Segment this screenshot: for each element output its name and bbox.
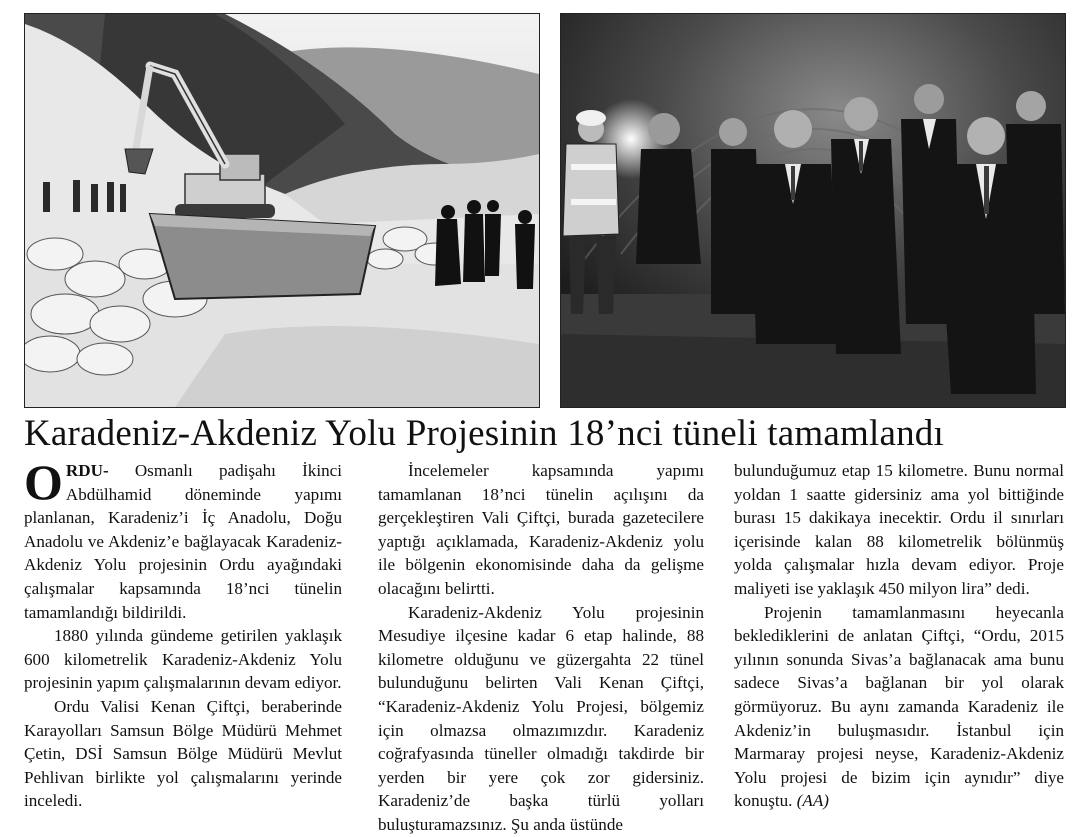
article-paragraph: İncelemeler kapsamında yapımı tamamlanan 18’nci tünelin açılışını da gerçekleştiren Vali Çiftçi, burada gazetecilere yaptığı açıklamada, Karadeniz-Akdeniz yolu ile bölgenin ekonomisinde daha da gelişme olacağını belirtti.: [378, 461, 704, 598]
article-paragraph: [734, 601, 1064, 813]
article-paragraph: Karadeniz-Akdeniz Yolu projesinin Mesudiye ilçesine kadar 6 etap halinde, 88 kilometre olduğunu ve güzergahta 22 tünel bulunduğunu belirten Vali Kenan Çiftçi, “Karadeniz-Akdeniz Yolu Projesi, bölgemiz için olmazsa olmazımızdır. Karadeniz coğrafyasında tüneller olmadığı takdirde bir yerden bir yere çok zor gidersiniz. Karadeniz’de başka türlü yolları buluşturamazsınız. Şu anda üstünde: [378, 602, 704, 834]
tunnel-visit-photo: [560, 13, 1066, 408]
article-column-2: [378, 459, 704, 837]
article-column-3: [734, 459, 1064, 813]
article-paragraph: 1880 yılında gündeme getirilen yaklaşık 600 kilometrelik Karadeniz-Akdeniz Yolu projesinin yapım çalışmalarının devam ediyor.: [24, 626, 342, 693]
construction-site-illustration: [25, 14, 539, 407]
tunnel-visit-illustration: [561, 14, 1065, 407]
article-column-1: [24, 454, 342, 813]
article-paragraph: bulunduğumuz etap 15 kilometre. Bunu normal yoldan 1 saatte gidersiniz ama yol bittiğinde burası 15 dakikaya inecektir. Ordu il sınırları içerisinde kalan 88 kilometrelik bölünmüş yolda çalışmalar hızla devam ediyor. Proje maliyeti ise yaklaşık 450 milyon lira” dedi.: [734, 461, 1064, 598]
news-agency-credit: (AA): [796, 791, 829, 811]
article-paragraph: Ordu Valisi Kenan Çiftçi, beraberinde Karayolları Samsun Bölge Müdürü Mehmet Çetin, DSİ Samsun Bölge Müdürü Mevlut Pehlivan birlikte yol çalışmalarını yerinde inceledi.: [24, 696, 342, 811]
article-paragraph: [24, 454, 342, 624]
dateline: RDU-: [65, 461, 109, 480]
construction-site-photo: [24, 13, 540, 408]
headline: Karadeniz-Akdeniz Yolu Projesinin 18’nci tüneli tamamlandı: [24, 413, 944, 454]
drop-cap: O: [24, 454, 63, 510]
paragraph-text: Projenin tamamlanmasını heyecanla beklediklerini de anlatan Çiftçi, “Ordu, 2015 yılının sonunda Sivas’a bağlanacak ama bunu sadece Sivas’a bağlanan bir yol olarak görmüyoruz. Bu aynı zamanda Karadeniz ile Akdeniz’in buluşmasıdır. İstanbul için Marmaray projesi neyse, Karadeniz-Akdeniz Yolu projesi de bizim için aynıdır” diye konuştu.: [734, 602, 1064, 811]
paragraph-text: Osmanlı padişahı İkinci Abdülhamid döneminde yapımı planlanan, Karadeniz’i İç Anadolu, Doğu Anadolu ve Akdeniz’e bağlayacak Karadeniz-Akdeniz Yolu projesinin Ordu ayağındaki çalışmalar kapsamında 18’nci tünelin tamamlandığı bildirildi.: [24, 461, 342, 622]
